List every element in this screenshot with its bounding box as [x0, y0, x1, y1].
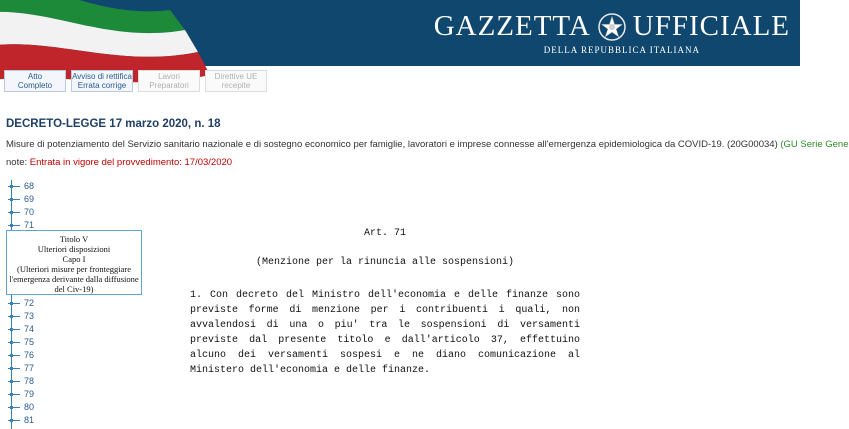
node-label[interactable]: 72 [24, 298, 35, 308]
decree-description-text: Misure di potenziamento del Servizio sanitario nazionale e di sostegno economico per famiglie, lavoratori e imprese connesse all'emergenza epidemiologica da COVID-19. (20G00034) [6, 139, 778, 150]
decree-note [6, 157, 232, 168]
tree-tooltip [6, 230, 142, 295]
brand-subtitle: DELLA REPUBBLICA ITALIANA [543, 45, 700, 55]
node-dot-icon [10, 302, 13, 305]
brand-title-left: GAZZETTA [433, 10, 591, 42]
avviso-label-1: Avviso di rettifica [72, 72, 132, 81]
avviso-label-2: Errata corrige [77, 81, 127, 90]
tree-node[interactable] [8, 349, 34, 361]
node-label[interactable]: 78 [24, 376, 35, 386]
node-dot-icon [10, 341, 13, 344]
article-body: 1. Con decreto del Ministro dell'economia e delle finanze sono previste forme di menzione per i contribuenti i quali, non avvalendosi di una o piu' tra le sospensioni di versamenti previste dal presente titolo e dall'articolo 37, effettuino alcuno dei versamenti sospesi e ne diano comunicazione al Ministero dell'economia e delle finanze. [190, 290, 580, 376]
avviso-rettifica-button[interactable] [71, 70, 133, 92]
gu-reference-link[interactable]: (GU Serie Gene [780, 139, 849, 150]
tooltip-line: Titolo V [59, 234, 89, 244]
republic-emblem-icon [597, 12, 627, 42]
article-content [190, 228, 580, 378]
node-dot-icon [10, 315, 13, 318]
node-label[interactable]: 81 [24, 415, 35, 425]
node-label[interactable]: 80 [24, 402, 35, 412]
tooltip-line: Ulteriori disposizioni [37, 244, 111, 254]
toolbar [4, 70, 267, 92]
tree-node[interactable] [8, 206, 34, 218]
lavori-label-1: Lavori [158, 72, 180, 81]
direttive-label-2: recepite [221, 81, 251, 90]
node-label[interactable]: 79 [24, 389, 35, 399]
flag-wave-graphic [0, 0, 230, 120]
tree-node[interactable] [8, 323, 34, 335]
node-label[interactable]: 70 [24, 207, 35, 217]
brand-title-right: UFFICIALE [632, 10, 790, 42]
tree-node[interactable] [8, 180, 34, 192]
node-dot-icon [10, 419, 13, 422]
article-number: Art. 71 [363, 228, 406, 239]
node-dot-icon [10, 185, 13, 188]
atto-completo-button[interactable] [4, 70, 66, 92]
direttive-ue-button [205, 70, 267, 92]
tree-node[interactable] [8, 310, 34, 322]
tree-node[interactable] [8, 414, 34, 426]
tooltip-line: l'emergenza derivante dalla diffusione [9, 274, 139, 284]
note-value: Entrata in vigore del provvedimento: 17/03/2020 [29, 157, 233, 168]
decree-description [6, 139, 849, 150]
lavori-label-2: Preparatori [149, 81, 189, 90]
node-dot-icon [10, 406, 13, 409]
atto-completo-label-2: Completo [17, 81, 53, 90]
node-dot-icon [10, 198, 13, 201]
node-dot-icon [10, 224, 13, 227]
article-heading: (Menzione per la rinuncia alle sospensioni) [255, 257, 515, 268]
node-label[interactable]: 73 [24, 311, 35, 321]
node-label[interactable]: 68 [24, 181, 35, 191]
tree-node[interactable] [8, 388, 34, 400]
node-dot-icon [10, 367, 13, 370]
tooltip-line: del Civ-19) [54, 284, 94, 294]
node-dot-icon [10, 354, 13, 357]
brand-block [434, 10, 790, 55]
direttive-label-1: Direttive UE [214, 72, 258, 81]
brand-title [434, 10, 790, 43]
node-dot-icon [10, 328, 13, 331]
tree-node[interactable] [8, 297, 34, 309]
tooltip-line: Capo I [62, 254, 86, 264]
lavori-preparatori-button [138, 70, 200, 92]
node-label[interactable]: 71 [24, 220, 35, 230]
atto-completo-label-1: Atto [27, 72, 43, 81]
decree-title: DECRETO-LEGGE 17 marzo 2020, n. 18 [6, 118, 221, 130]
node-label[interactable]: 69 [24, 194, 35, 204]
node-dot-icon [10, 211, 13, 214]
node-label[interactable]: 76 [24, 350, 35, 360]
node-dot-icon [10, 393, 13, 396]
tree-node[interactable] [8, 401, 34, 413]
tree-node[interactable] [8, 375, 34, 387]
note-label: note: [6, 157, 28, 168]
article-tree [8, 180, 38, 429]
header-banner [0, 0, 800, 66]
node-dot-icon [10, 380, 13, 383]
tree-node[interactable] [8, 362, 34, 374]
node-label[interactable]: 74 [24, 324, 35, 334]
node-label[interactable]: 77 [24, 363, 35, 373]
tooltip-line: (Ulteriori misure per fronteggiare [17, 264, 131, 274]
node-label[interactable]: 75 [24, 337, 35, 347]
tree-node[interactable] [8, 193, 34, 205]
tree-node[interactable] [8, 336, 34, 348]
